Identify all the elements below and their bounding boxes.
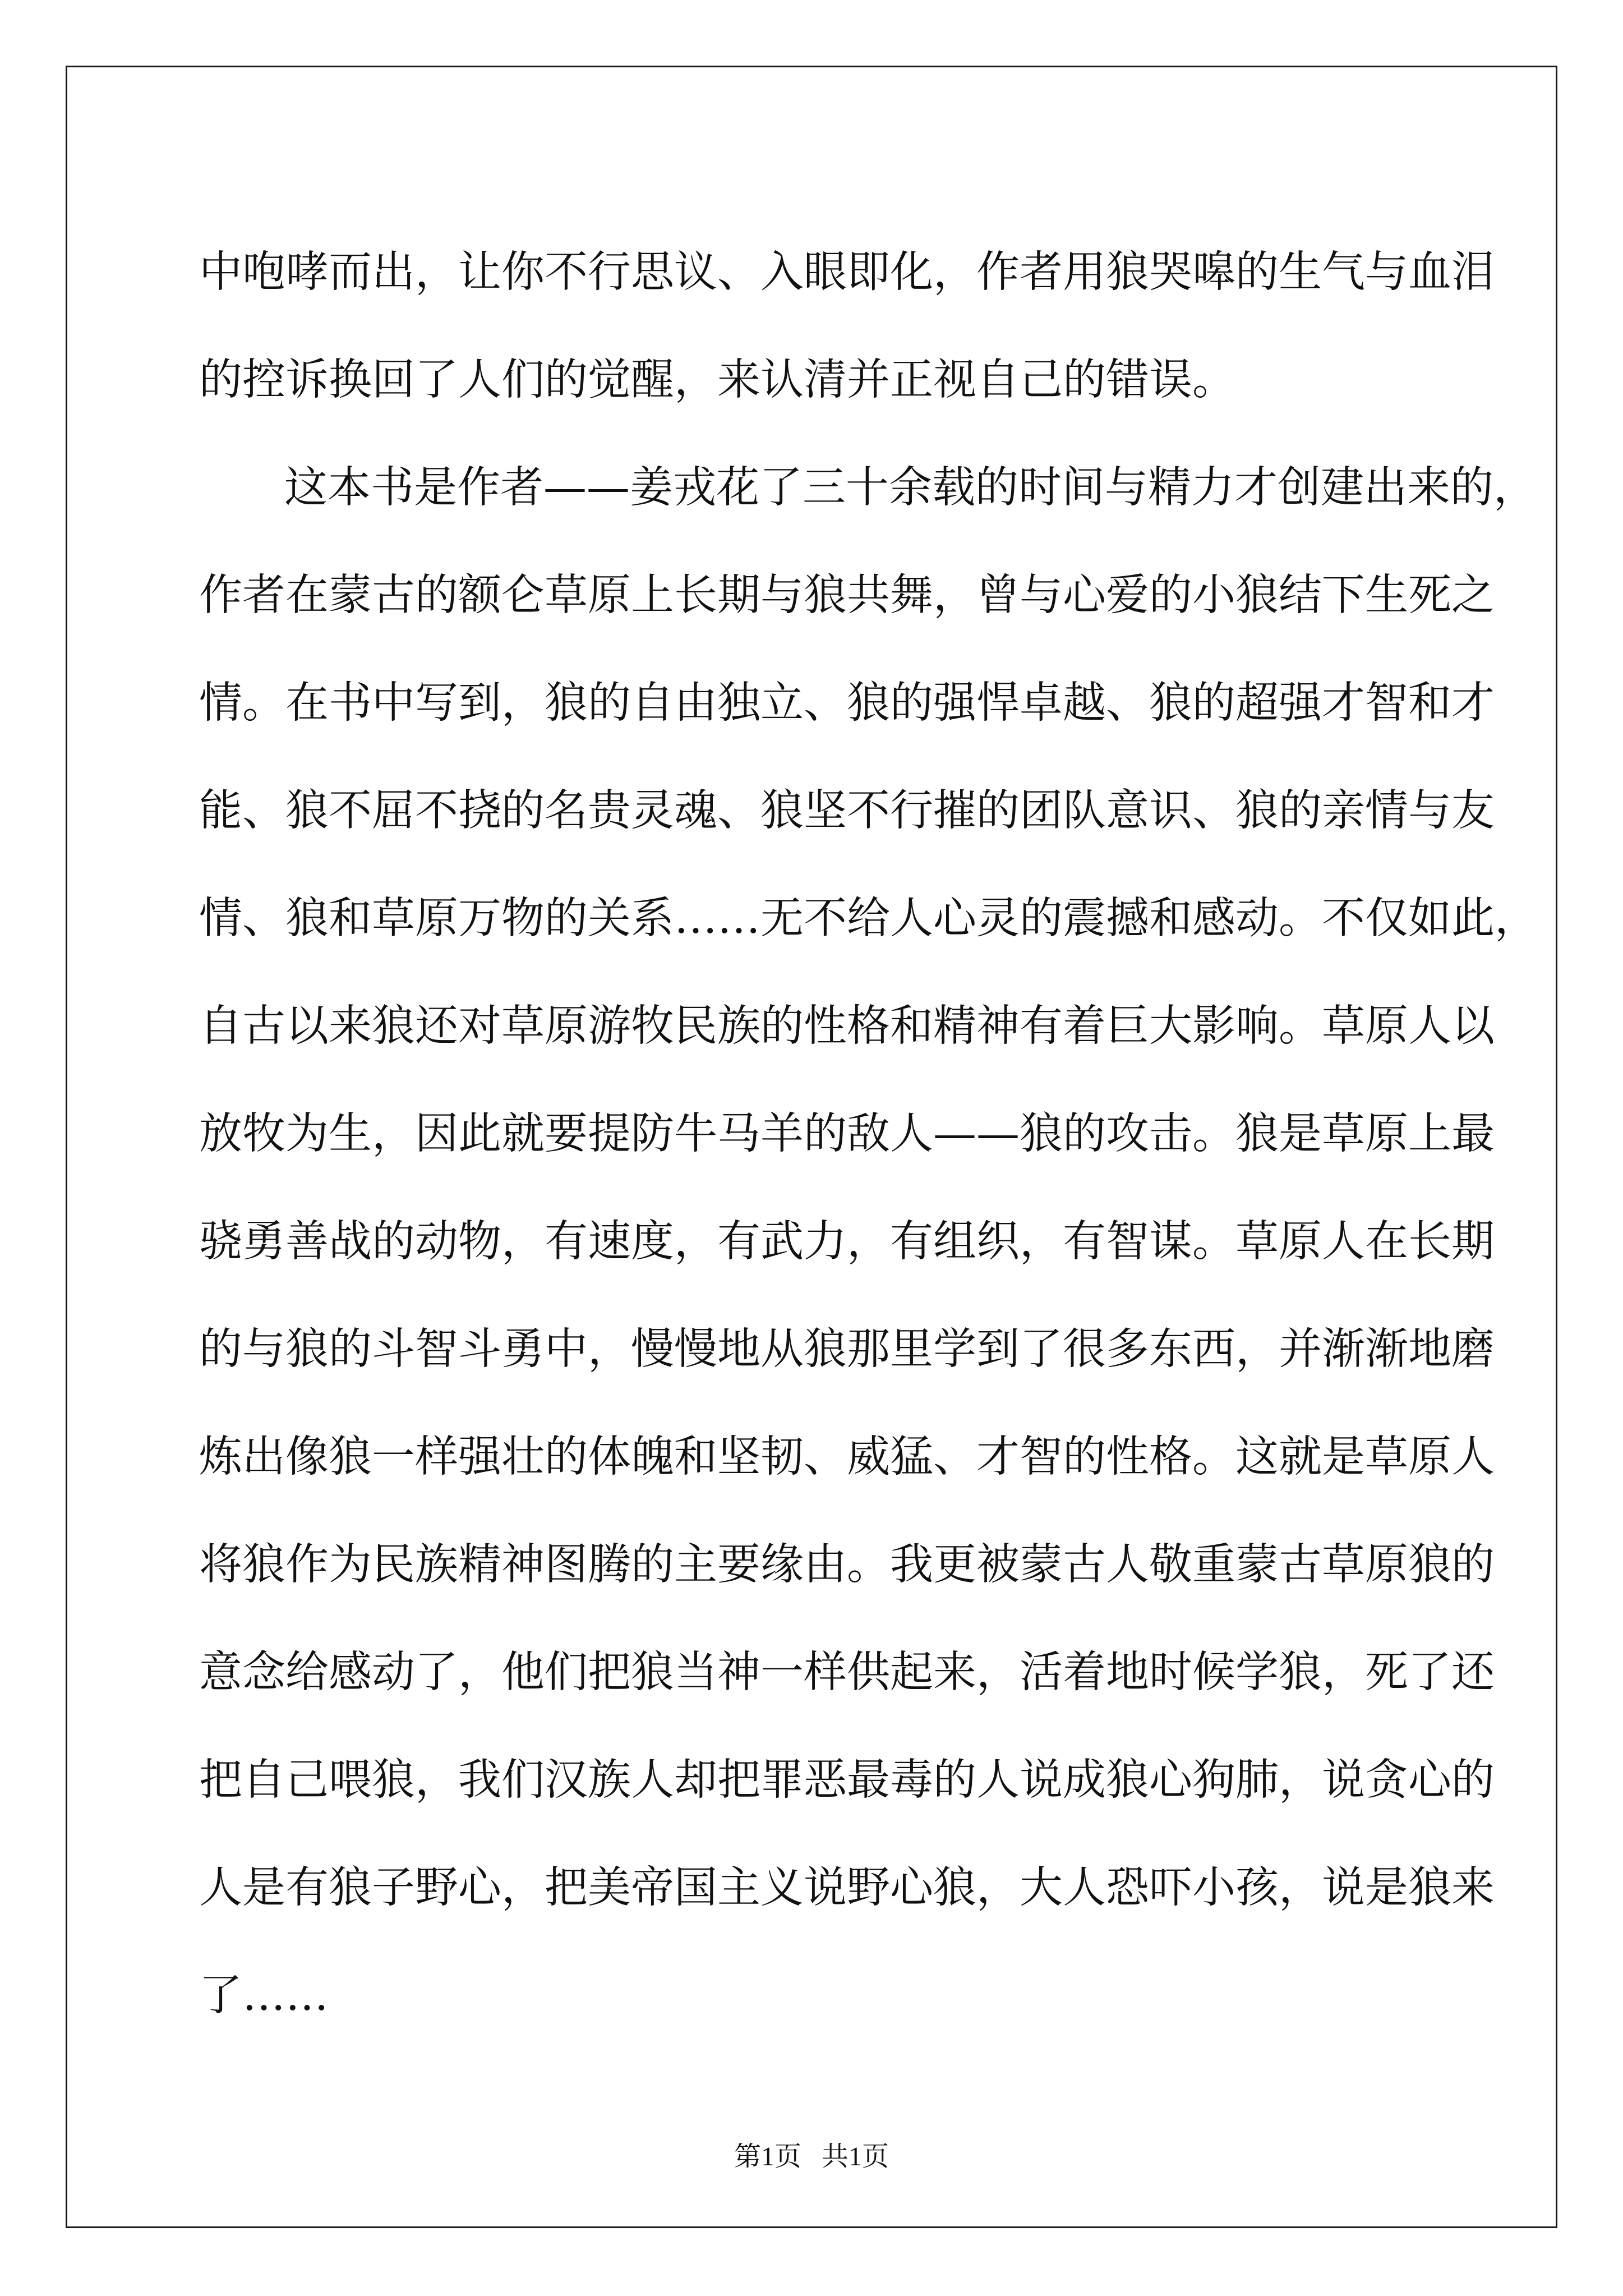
text-line: 的与狼的斗智斗勇中，慢慢地从狼那里学到了很多东西，并渐渐地磨 (199, 1324, 1495, 1374)
text-line: 能、狼不屈不挠的名贵灵魂、狼坚不行摧的团队意识、狼的亲情与友 (199, 786, 1495, 836)
text-line: 了…… (199, 1971, 329, 2021)
text-line: 把自己喂狼，我们汉族人却把罪恶最毒的人说成狼心狗肺，说贪心的 (199, 1755, 1495, 1805)
paragraph-2 (199, 434, 1538, 2050)
text-line: 中咆哮而出，让你不行思议、入眼即化，作者用狼哭嗥的生气与血泪 (199, 247, 1495, 297)
text-line: 放牧为生，因此就要提防牛马羊的敌人——狼的攻击。狼是草原上最 (199, 1109, 1495, 1159)
text-line: 炼出像狼一样强壮的体魄和坚韧、威猛、才智的性格。这就是草原人 (199, 1432, 1495, 1482)
text-line: 骁勇善战的动物，有速度，有武力，有组织，有智谋。草原人在长期 (199, 1217, 1495, 1267)
text-line: 这本书是作者——姜戎花了三十余载的时间与精力才创建出来的， (284, 463, 1537, 513)
text-line: 情、狼和草原万物的关系……无不给人心灵的震撼和感动。不仅如此， (199, 894, 1538, 944)
paragraph-1 (199, 219, 1495, 434)
text-line: 情。在书中写到，狼的自由独立、狼的强悍卓越、狼的超强才智和才 (199, 678, 1495, 728)
page-footer (0, 2134, 1623, 2173)
text-line: 意念给感动了，他们把狼当神一样供起来，活着地时候学狼，死了还 (199, 1648, 1495, 1697)
text-line: 的控诉换回了人们的觉醒，来认清并正视自己的错误。 (199, 355, 1235, 405)
text-line: 将狼作为民族精神图腾的主要缘由。我更被蒙古人敬重蒙古草原狼的 (199, 1540, 1495, 1590)
page-number-label: 第1页 共1页 (734, 2142, 889, 2171)
text-line: 自古以来狼还对草原游牧民族的性格和精神有着巨大影响。草原人以 (199, 1001, 1495, 1051)
document-body (199, 219, 1538, 2050)
text-line: 人是有狼子野心，把美帝国主义说野心狼，大人恐吓小孩，说是狼来 (199, 1863, 1495, 1913)
text-line: 作者在蒙古的额仑草原上长期与狼共舞，曾与心爱的小狼结下生死之 (199, 570, 1495, 620)
